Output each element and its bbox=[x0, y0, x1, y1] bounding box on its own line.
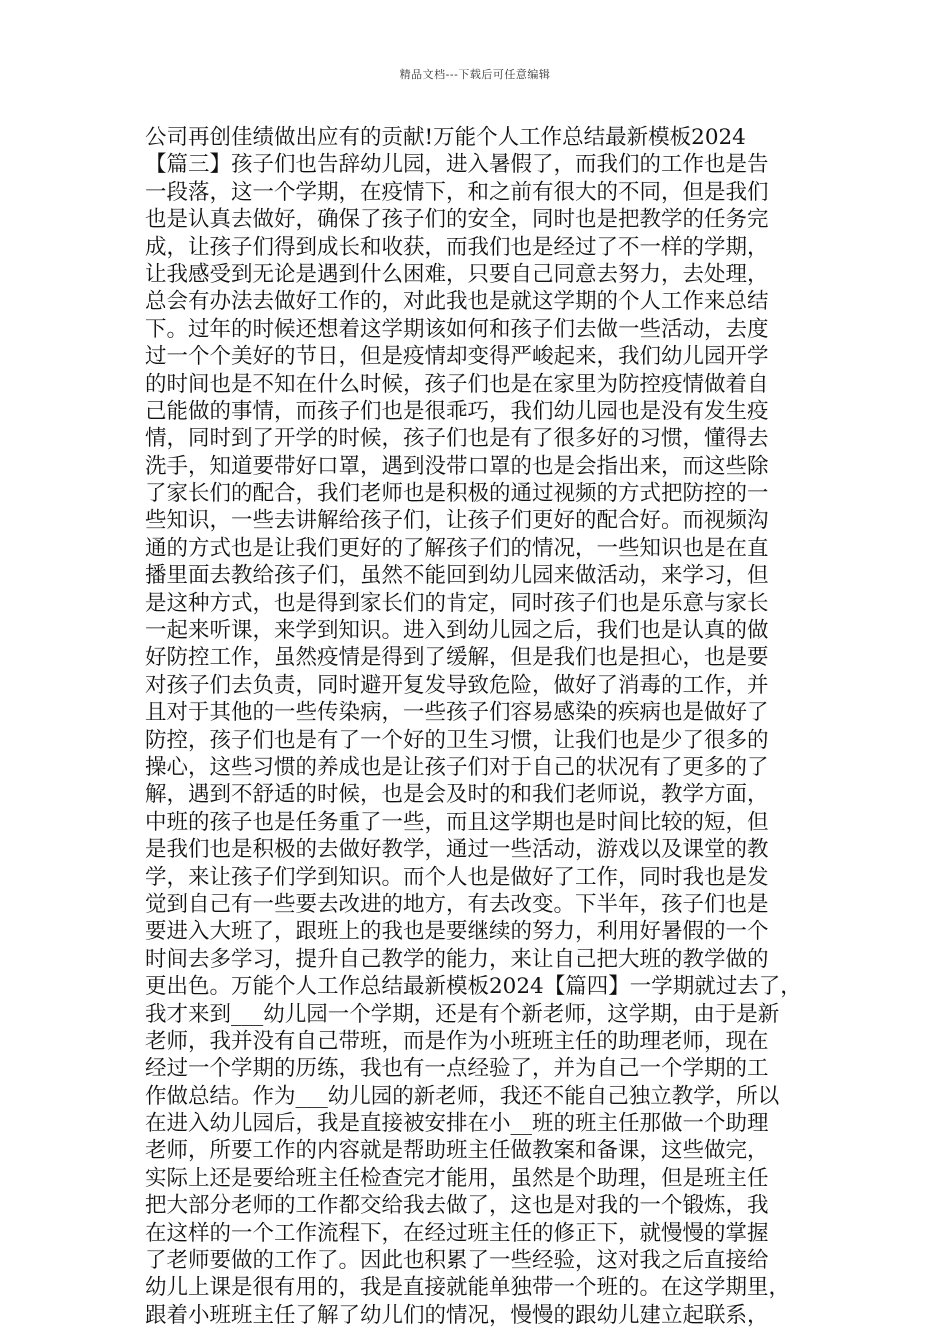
text-line: 【篇三】孩子们也告辞幼儿园，进入暑假了，而我们的工作也是告 bbox=[145, 152, 769, 178]
text-line: 些知识，一些去讲解给孩子们，让孩子们更好的配合好。而视频沟 bbox=[145, 508, 769, 534]
text-line: 解，遇到不舒适的时候，也是会及时的和我们老师说，教学方面， bbox=[145, 782, 769, 808]
text-line: 通的方式也是让我们更好的了解孩子们的情况，一些知识也是在直 bbox=[145, 535, 769, 561]
text-line: 觉到自己有一些要去改进的地方，有去改变。下半年，孩子们也是 bbox=[145, 891, 769, 917]
text-line: 一段落，这一个学期，在疫情下，和之前有很大的不同，但是我们 bbox=[145, 179, 769, 205]
text-line: 下。过年的时候还想着这学期该如何和孩子们去做一些活动，去度 bbox=[145, 316, 769, 342]
text-line: 更出色。万能个人工作总结最新模板2024【篇四】一学期就过去了， bbox=[145, 974, 802, 1000]
text-line: 幼儿上课是很有用的，我是直接就能单独带一个班的。在这学期里， bbox=[145, 1275, 791, 1301]
text-line: 让我感受到无论是遇到什么困难，只要自己同意去努力，去处理， bbox=[145, 261, 769, 287]
text-line: 老师，我并没有自己带班，而是作为小班班主任的助理老师，现在 bbox=[145, 1028, 769, 1054]
text-line: 过一个个美好的节日，但是疫情却变得严峻起来，我们幼儿园开学 bbox=[145, 344, 769, 370]
text-line: 经过一个学期的历练，我也有一点经验了，并为自己一个学期的工 bbox=[145, 1056, 769, 1082]
text-line: 学，来让孩子们学到知识。而个人也是做好了工作，同时我也是发 bbox=[145, 864, 769, 890]
text-line: 是我们也是积极的去做好教学，通过一些活动，游戏以及课堂的教 bbox=[145, 837, 769, 863]
text-line: 成，让孩子们得到成长和收获，而我们也是经过了不一样的学期， bbox=[145, 234, 769, 260]
text-line: 公司再创佳绩做出应有的贡献!万能个人工作总结最新模板2024 bbox=[145, 125, 746, 150]
text-line: 作做总结。作为___幼儿园的新老师，我还不能自己独立教学，所以 bbox=[145, 1083, 780, 1109]
text-line: 跟着小班班主任了解了幼儿们的情况，慢慢的跟幼儿建立起联系， bbox=[145, 1302, 769, 1328]
text-line: 在这样的一个工作流程下，在经过班主任的修正下，就慢慢的掌握 bbox=[145, 1220, 769, 1246]
text-line: 且对于其他的一些传染病，一些孩子们容易感染的疾病也是做好了 bbox=[145, 700, 769, 726]
text-line: 了老师要做的工作了。因此也积累了一些经验，这对我之后直接给 bbox=[145, 1248, 769, 1274]
text-line: 把大部分老师的工作都交给我去做了，这也是对我的一个锻炼，我 bbox=[145, 1193, 769, 1219]
text-line: 情，同时到了开学的时候，孩子们也是有了很多好的习惯，懂得去 bbox=[145, 426, 769, 452]
text-line: 我才来到___幼儿园一个学期，还是有个新老师，这学期，由于是新 bbox=[145, 1001, 780, 1027]
text-line: 对孩子们去负责，同时避开复发导致危险，做好了消毒的工作，并 bbox=[145, 672, 769, 698]
document-body bbox=[145, 124, 825, 1329]
text-line: 要进入大班了，跟班上的我也是要继续的努力，利用好暑假的一个 bbox=[145, 919, 769, 945]
text-line: 操心，这些习惯的养成也是让孩子们对于自己的状况有了更多的了 bbox=[145, 754, 769, 780]
text-line: 是这种方式，也是得到家长们的肯定，同时孩子们也是乐意与家长 bbox=[145, 590, 769, 616]
text-line: 播里面去教给孩子们，虽然不能回到幼儿园来做活动，来学习，但 bbox=[145, 563, 769, 589]
text-line: 老师，所要工作的内容就是帮助班主任做教案和备课，这些做完， bbox=[145, 1138, 769, 1164]
text-line: 中班的孩子也是任务重了一些，而且这学期也是时间比较的短，但 bbox=[145, 809, 769, 835]
text-line: 在进入幼儿园后，我是直接被安排在小__班的班主任那做一个助理 bbox=[145, 1111, 769, 1137]
text-line: 的时间也是不知在什么时候，孩子们也是在家里为防控疫情做着自 bbox=[145, 371, 769, 397]
text-line: 防控，孩子们也是有了一个好的卫生习惯，让我们也是少了很多的 bbox=[145, 727, 769, 753]
text-line: 也是认真去做好，确保了孩子们的安全，同时也是把教学的任务完 bbox=[145, 207, 769, 233]
text-line: 洗手，知道要带好口罩，遇到没带口罩的也是会指出来，而这些除 bbox=[145, 453, 769, 479]
page-header: 精品文档---下载后可任意编辑 bbox=[399, 68, 551, 81]
text-line: 实际上还是要给班主任检查完才能用，虽然是个助理，但是班主任 bbox=[145, 1165, 769, 1191]
text-line: 了家长们的配合，我们老师也是积极的通过视频的方式把防控的一 bbox=[145, 481, 769, 507]
text-line: 一起来听课，来学到知识。进入到幼儿园之后，我们也是认真的做 bbox=[145, 618, 769, 644]
text-line: 时间去多学习，提升自己教学的能力，来让自己把大班的教学做的 bbox=[145, 946, 769, 972]
text-line: 总会有办法去做好工作的，对此我也是就这学期的个人工作来总结 bbox=[145, 289, 769, 315]
text-line: 好防控工作，虽然疫情是得到了缓解，但是我们也是担心，也是要 bbox=[145, 645, 769, 671]
text-line: 己能做的事情，而孩子们也是很乖巧，我们幼儿园也是没有发生疫 bbox=[145, 398, 769, 424]
